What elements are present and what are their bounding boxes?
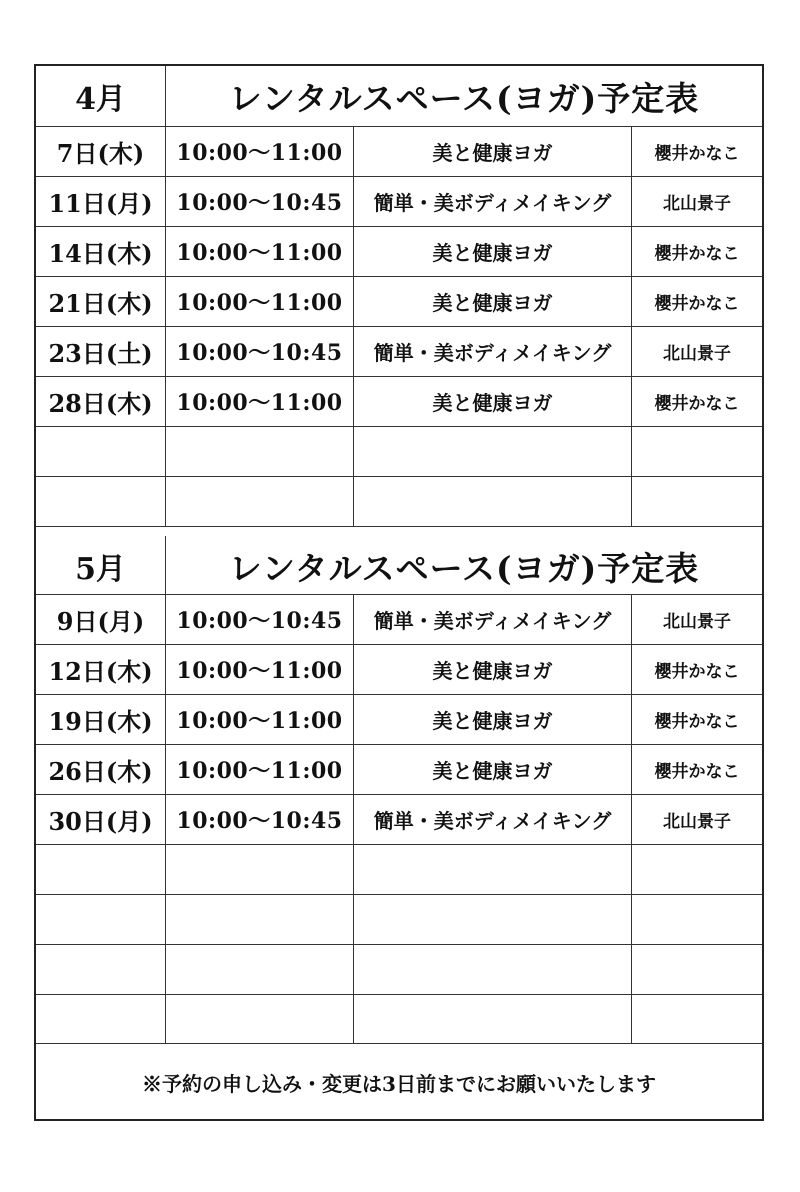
class-cell [354,477,632,526]
table-row [36,694,762,744]
time-cell: 10:00～11:00 [166,695,354,744]
schedule-sheet [34,64,764,1121]
instructor-cell [632,895,762,944]
month-label: 5月 [36,536,166,596]
instructor-cell [632,845,762,894]
date-cell: 21日(木) [36,277,166,326]
table-row [36,326,762,376]
class-cell: 簡単・美ボディメイキング [354,595,632,644]
date-cell: 14日(木) [36,227,166,276]
time-cell: 10:00～11:00 [166,277,354,326]
time-cell: 10:00～10:45 [166,795,354,844]
time-cell: 10:00～11:00 [166,227,354,276]
date-cell: 7日(木) [36,127,166,176]
instructor-cell [632,995,762,1044]
instructor-cell: 北山景子 [663,344,731,364]
table-row [36,644,762,694]
time-cell: 10:00～10:45 [166,177,354,226]
date-cell: 28日(木) [36,377,166,426]
instructor-cell: 北山景子 [663,812,731,832]
schedule-title: レンタルスペース(ヨガ)予定表 [228,548,700,588]
table-row [36,594,762,644]
section-divider [36,526,762,527]
time-cell [166,477,354,526]
table-row [36,744,762,794]
class-cell: 美と健康ヨガ [354,277,632,326]
instructor-cell [632,427,762,476]
instructor-cell: 櫻井かなこ [654,712,740,732]
class-cell: 簡単・美ボディメイキング [354,327,632,376]
date-cell: 23日(土) [36,327,166,376]
instructor-cell: 櫻井かなこ [654,762,740,782]
table-row [36,476,762,526]
time-cell: 10:00～11:00 [166,645,354,694]
instructor-cell [632,477,762,526]
time-cell [166,895,354,944]
time-cell: 10:00～11:00 [166,745,354,794]
date-cell [36,427,166,476]
time-cell: 10:00～11:00 [166,127,354,176]
table-row [36,994,762,1044]
time-cell: 10:00～10:45 [166,327,354,376]
table-row [36,894,762,944]
instructor-cell: 櫻井かなこ [654,244,740,264]
table-row [36,176,762,226]
date-cell: 12日(木) [36,645,166,694]
class-cell: 美と健康ヨガ [354,695,632,744]
time-cell [166,845,354,894]
class-cell [354,427,632,476]
date-cell [36,945,166,994]
instructor-cell: 櫻井かなこ [654,662,740,682]
date-cell [36,895,166,944]
table-row [36,126,762,176]
section-header [36,536,762,596]
time-cell [166,427,354,476]
date-cell: 9日(月) [36,595,166,644]
date-cell [36,845,166,894]
time-cell: 10:00～11:00 [166,377,354,426]
table-row [36,376,762,426]
class-cell [354,845,632,894]
class-cell [354,945,632,994]
class-cell: 簡単・美ボディメイキング [354,795,632,844]
table-row [36,794,762,844]
instructor-cell: 北山景子 [663,194,731,214]
class-cell [354,995,632,1044]
month-label: 4月 [36,66,166,126]
date-cell: 26日(木) [36,745,166,794]
date-cell: 11日(月) [36,177,166,226]
class-cell: 簡単・美ボディメイキング [354,177,632,226]
time-cell: 10:00～10:45 [166,595,354,644]
class-cell: 美と健康ヨガ [354,745,632,794]
time-cell [166,945,354,994]
instructor-cell: 櫻井かなこ [654,394,740,414]
date-cell [36,995,166,1044]
class-cell [354,895,632,944]
class-cell: 美と健康ヨガ [354,377,632,426]
instructor-cell: 北山景子 [663,612,731,632]
table-row [36,944,762,994]
section-header [36,66,762,126]
instructor-cell: 櫻井かなこ [654,144,740,164]
instructor-cell: 櫻井かなこ [654,294,740,314]
date-cell: 30日(月) [36,795,166,844]
date-cell [36,477,166,526]
table-row [36,844,762,894]
class-cell: 美と健康ヨガ [354,127,632,176]
table-row [36,276,762,326]
date-cell: 19日(木) [36,695,166,744]
class-cell: 美と健康ヨガ [354,645,632,694]
table-row [36,226,762,276]
time-cell [166,995,354,1044]
booking-note: ※予約の申し込み・変更は3日前までにお願いいたします [36,1043,762,1121]
table-row [36,426,762,476]
schedule-title: レンタルスペース(ヨガ)予定表 [228,78,700,118]
class-cell: 美と健康ヨガ [354,227,632,276]
instructor-cell [632,945,762,994]
